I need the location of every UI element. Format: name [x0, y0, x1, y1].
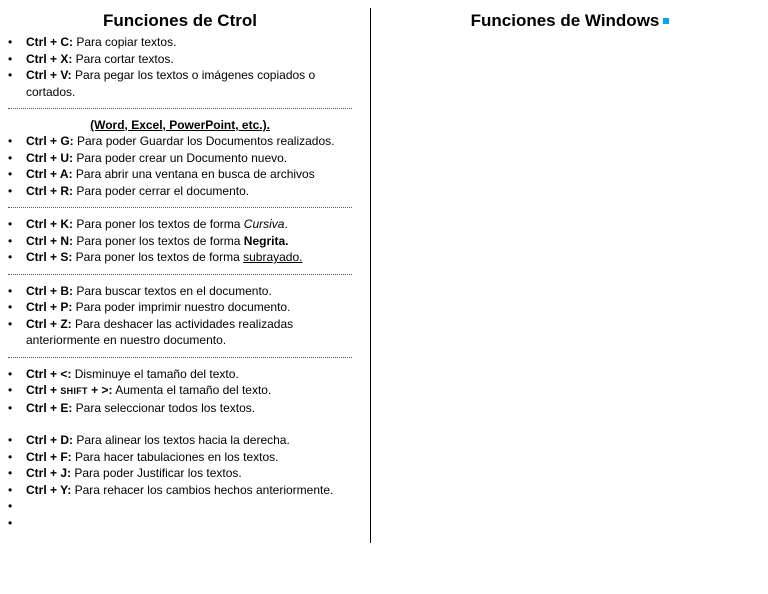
list-item: • Ctrl + Y: Para rehacer los cambios hechos anteriormente. [8, 482, 334, 497]
shortcut-group-clipboard [8, 34, 352, 100]
column-divider [370, 8, 371, 543]
list-item: • Ctrl + S: Para poner los textos de forma subrayado. [8, 250, 303, 264]
windows-functions-heading [372, 0, 768, 34]
list-item: • Ctrl + <: Disminuye el tamaño del texto. [8, 366, 239, 381]
shortcut-group-layout [8, 432, 352, 531]
italic-sample: Cursiva [243, 217, 285, 231]
empty-list-item: • [8, 499, 13, 513]
list-item: • Ctrl + A: Para abrir una ventana en busca de archivos [8, 167, 315, 181]
shortcut-group-search-print [8, 283, 352, 349]
list-item: • Ctrl + U: Para poder crear un Documento nuevo. [8, 150, 288, 165]
list-item: • Ctrl + Z: Para deshacer las actividades realizadas anteriormente en nuestro documento. [8, 316, 294, 347]
empty-list-item: • [8, 515, 13, 530]
list-item: • Ctrl + J: Para poder Justificar los textos. [8, 466, 242, 480]
shortcut-group-text-size [8, 366, 352, 417]
windows-functions-column [372, 0, 768, 34]
shortcut-group-formatting [8, 216, 352, 266]
list-item: • Ctrl + D: Para alinear los textos hacia la derecha. [8, 433, 290, 447]
section-gap [8, 416, 352, 432]
list-item: • Ctrl + C: Para copiar textos. [8, 35, 177, 49]
windows-logo-icon [663, 18, 669, 24]
shift-key-label: SHIFT [60, 386, 88, 396]
list-item: • Ctrl + N: Para poner los textos de forma Negrita. [8, 233, 289, 248]
list-item: • Ctrl + B: Para buscar textos en el documento. [8, 283, 272, 298]
windows-functions-title: Funciones de Windows [470, 11, 660, 30]
dotted-divider [8, 207, 352, 208]
ctrl-functions-column [8, 0, 352, 531]
shortcut-group-documents [8, 133, 352, 199]
list-item: • Ctrl + P: Para poder imprimir nuestro documento. [8, 300, 291, 314]
ctrl-functions-title: Funciones de Ctrol [103, 11, 257, 30]
bold-sample: Negrita. [243, 233, 289, 248]
list-item: • Ctrl + SHIFT + >: Aumenta el tamaño del texto. [8, 383, 272, 397]
list-item: • Ctrl + E: Para seleccionar todos los textos. [8, 400, 256, 415]
list-item: • Ctrl + F: Para hacer tabulaciones en los textos. [8, 449, 279, 464]
dotted-divider [8, 274, 352, 275]
list-item: • Ctrl + X: Para cortar textos. [8, 51, 174, 66]
dotted-divider [8, 108, 352, 109]
dotted-divider [8, 357, 352, 358]
list-item: • Ctrl + G: Para poder Guardar los Documentos realizados. [8, 134, 335, 148]
office-apps-subheading: (Word, Excel, PowerPoint, etc.). [90, 118, 270, 132]
list-item: • Ctrl + R: Para poder cerrar el documento. [8, 183, 250, 198]
list-item: • Ctrl + K: Para poner los textos de forma Cursiva. [8, 217, 288, 231]
list-item: • Ctrl + V: Para pegar los textos o imágenes copiados o cortados. [8, 68, 316, 99]
underline-sample: subrayado. [243, 250, 303, 264]
